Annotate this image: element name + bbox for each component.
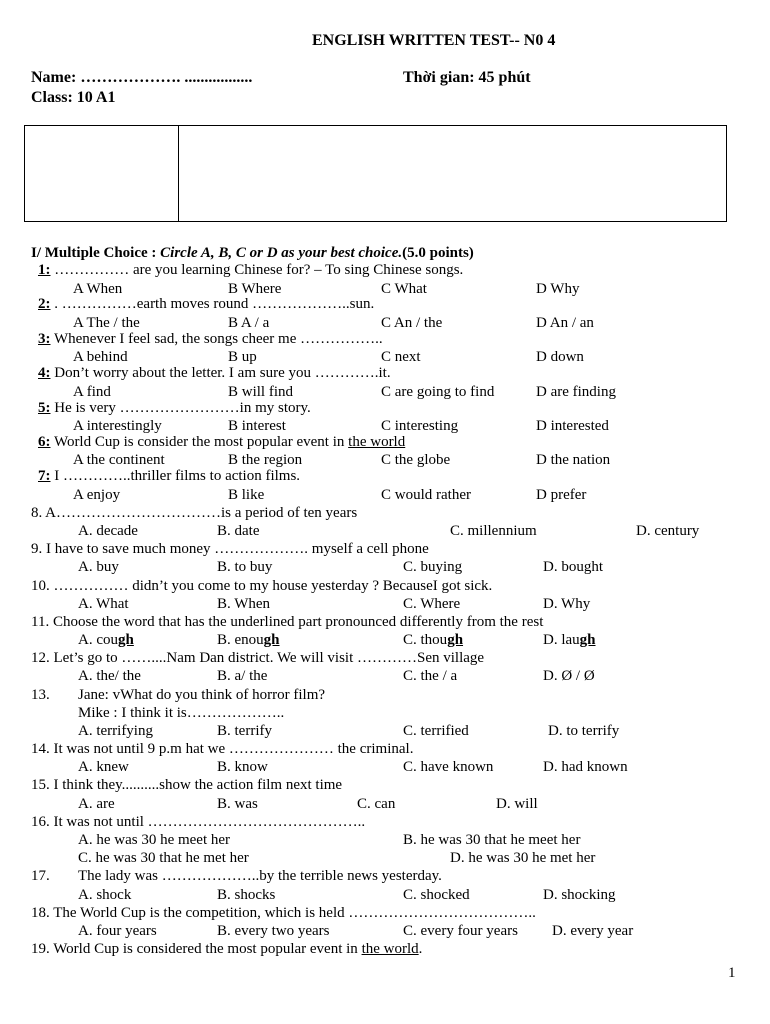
question-number: 2: [38, 296, 51, 312]
question-number: 3: [38, 331, 51, 347]
option-c: C. millennium [450, 523, 537, 539]
option-b: B interest [228, 418, 286, 434]
score-box-divider [178, 126, 179, 221]
option-text: B. enou [217, 632, 264, 648]
question-17-number: 17. [31, 868, 50, 884]
score-box [24, 125, 727, 222]
question-11: 11. Choose the word that has the underlined part pronounced differently from the rest [31, 614, 544, 630]
option-text: A. cou [78, 632, 118, 648]
section-points: (5.0 points) [402, 245, 474, 261]
option-a: A. decade [78, 523, 138, 539]
question-13-number: 13. [31, 687, 50, 703]
option-c: C. every four years [403, 923, 518, 939]
question-18: 18. The World Cup is the competition, which is held ……………………………….. [31, 905, 536, 921]
option-a: A. What [78, 596, 129, 612]
option-text: C. thou [403, 632, 448, 648]
option-a: A. are [78, 796, 115, 812]
question-13-line1: Jane: vWhat do you think of horror film? [78, 687, 326, 703]
option-c: C. shocked [403, 887, 470, 903]
question-13-line2: Mike : I think it is……………….. [78, 705, 285, 721]
question-19 [31, 940, 422, 958]
option-b: B. he was 30 that he meet her [403, 832, 581, 848]
option-d: D. had known [543, 759, 628, 775]
option-d: D. he was 30 he met her [450, 850, 596, 866]
question-8: 8. A……………………………is a period of ten years [31, 505, 358, 521]
option-a: A. he was 30 he meet her [78, 832, 231, 848]
underlined-letters: gh [447, 632, 464, 648]
option-b: B will find [228, 384, 294, 400]
option-b: B up [228, 349, 257, 365]
question-5 [38, 399, 311, 417]
question-text: World Cup is consider the most popular event in [53, 434, 349, 450]
option-c: C What [381, 281, 427, 297]
underlined-phrase: the world [348, 434, 406, 450]
option-a: A interestingly [73, 418, 162, 434]
section-instruction: Circle A, B, C or D as your best choice. [160, 245, 403, 261]
option-c: C next [381, 349, 421, 365]
option-b: B A / a [228, 315, 270, 331]
option-d: D are finding [536, 384, 616, 400]
option-c: C. he was 30 that he met her [78, 850, 249, 866]
question-text: He is very ……………………in my story. [54, 400, 311, 416]
underlined-letters: gh [118, 632, 134, 648]
option-b: B. shocks [217, 887, 276, 903]
underlined-letters: gh [579, 632, 596, 648]
option-a: A. the/ the [78, 668, 141, 684]
option-b: B. When [217, 596, 271, 612]
option-a: A find [73, 384, 111, 400]
question-number: 1: [38, 262, 51, 278]
question-6 [38, 433, 405, 451]
question-number: 7: [38, 468, 51, 484]
option-d: D. to terrify [548, 723, 620, 739]
option-b: B. was [217, 796, 258, 812]
option-c [403, 631, 463, 649]
option-d: D Why [536, 281, 580, 297]
option-a: A the continent [73, 452, 165, 468]
question-1 [38, 261, 463, 279]
option-a: A. shock [78, 887, 132, 903]
underlined-phrase: the world [361, 941, 419, 957]
option-d: D. will [496, 796, 538, 812]
question-3 [38, 330, 383, 348]
section-heading [31, 244, 474, 262]
question-16: 16. It was not until …………………………………….. [31, 814, 366, 830]
question-number: 6: [38, 434, 51, 450]
option-b: B. date [217, 523, 260, 539]
option-c: C interesting [381, 418, 459, 434]
question-12: 12. Let’s go to ……....Nam Dan district. We will visit …………Sen village [31, 650, 485, 666]
option-c: C. Where [403, 596, 461, 612]
question-17: The lady was ………………..by the terrible news yesterday. [78, 868, 442, 884]
option-d: D prefer [536, 487, 587, 503]
option-b: B like [228, 487, 265, 503]
time-label: Thời gian: 45 phút [403, 69, 531, 86]
question-7 [38, 467, 300, 485]
option-text: D. lau [543, 632, 580, 648]
option-a: A. knew [78, 759, 129, 775]
question-text: Don’t worry about the letter. I am sure you ………….it. [54, 365, 391, 381]
option-c: C are going to find [381, 384, 495, 400]
option-b: B the region [228, 452, 303, 468]
option-b: B. to buy [217, 559, 273, 575]
question-text: Whenever I feel sad, the songs cheer me …………….. [53, 331, 383, 347]
option-d: D An / an [536, 315, 594, 331]
question-4 [38, 364, 391, 382]
option-c: C. have known [403, 759, 494, 775]
option-b: B Where [228, 281, 282, 297]
option-d: D down [536, 349, 584, 365]
option-c: C. buying [403, 559, 463, 575]
option-a [78, 631, 134, 649]
question-text: I …………..thriller films to action films. [54, 468, 301, 484]
option-d: D. shocking [543, 887, 616, 903]
name-label: Name: ………………. ................. [31, 69, 253, 86]
option-a: A The / the [73, 315, 140, 331]
option-c: C. terrified [403, 723, 469, 739]
question-15: 15. I think they..........show the action film next time [31, 777, 343, 793]
question-10: 10. …………… didn’t you come to my house yesterday ? BecauseI got sick. [31, 578, 493, 594]
underlined-letters: gh [263, 632, 280, 648]
option-d: D the nation [536, 452, 611, 468]
option-c: C An / the [381, 315, 443, 331]
option-a: A behind [73, 349, 128, 365]
option-a: A. buy [78, 559, 119, 575]
section-label: I/ Multiple Choice : [31, 245, 161, 261]
question-text-end: . [418, 941, 423, 957]
page-number: 1 [728, 965, 736, 981]
option-a: A enjoy [73, 487, 121, 503]
option-d: D. Why [543, 596, 591, 612]
option-b: B. know [217, 759, 268, 775]
option-d: D. Ø / Ø [543, 668, 595, 684]
option-c: C would rather [381, 487, 471, 503]
option-a: A. terrifying [78, 723, 153, 739]
question-text: . ……………earth moves round ………………..sun. [54, 296, 375, 312]
option-d: D. bought [543, 559, 603, 575]
option-c: C the globe [381, 452, 451, 468]
option-c: C. can [357, 796, 396, 812]
option-b: B. every two years [217, 923, 330, 939]
question-number: 5: [38, 400, 51, 416]
question-14: 14. It was not until 9 p.m hat we ………………… the criminal. [31, 741, 414, 757]
option-d: D. every year [552, 923, 634, 939]
question-text: …………… are you learning Chinese for? – To sing Chinese songs. [54, 262, 464, 278]
class-label: Class: 10 A1 [31, 89, 116, 106]
question-number: 4: [38, 365, 51, 381]
option-b: B. terrify [217, 723, 272, 739]
test-title: ENGLISH WRITTEN TEST-- N0 4 [312, 32, 556, 49]
option-d: D interested [536, 418, 609, 434]
question-text: 19. World Cup is considered the most popular event in [31, 941, 362, 957]
option-a: A When [73, 281, 123, 297]
question-2 [38, 295, 374, 313]
option-a: A. four years [78, 923, 157, 939]
option-d: D. century [636, 523, 700, 539]
option-b: B. a/ the [217, 668, 268, 684]
question-9: 9. I have to save much money ………………. myself a cell phone [31, 541, 429, 557]
option-d [543, 631, 596, 649]
option-c: C. the / a [403, 668, 458, 684]
option-b [217, 631, 280, 649]
